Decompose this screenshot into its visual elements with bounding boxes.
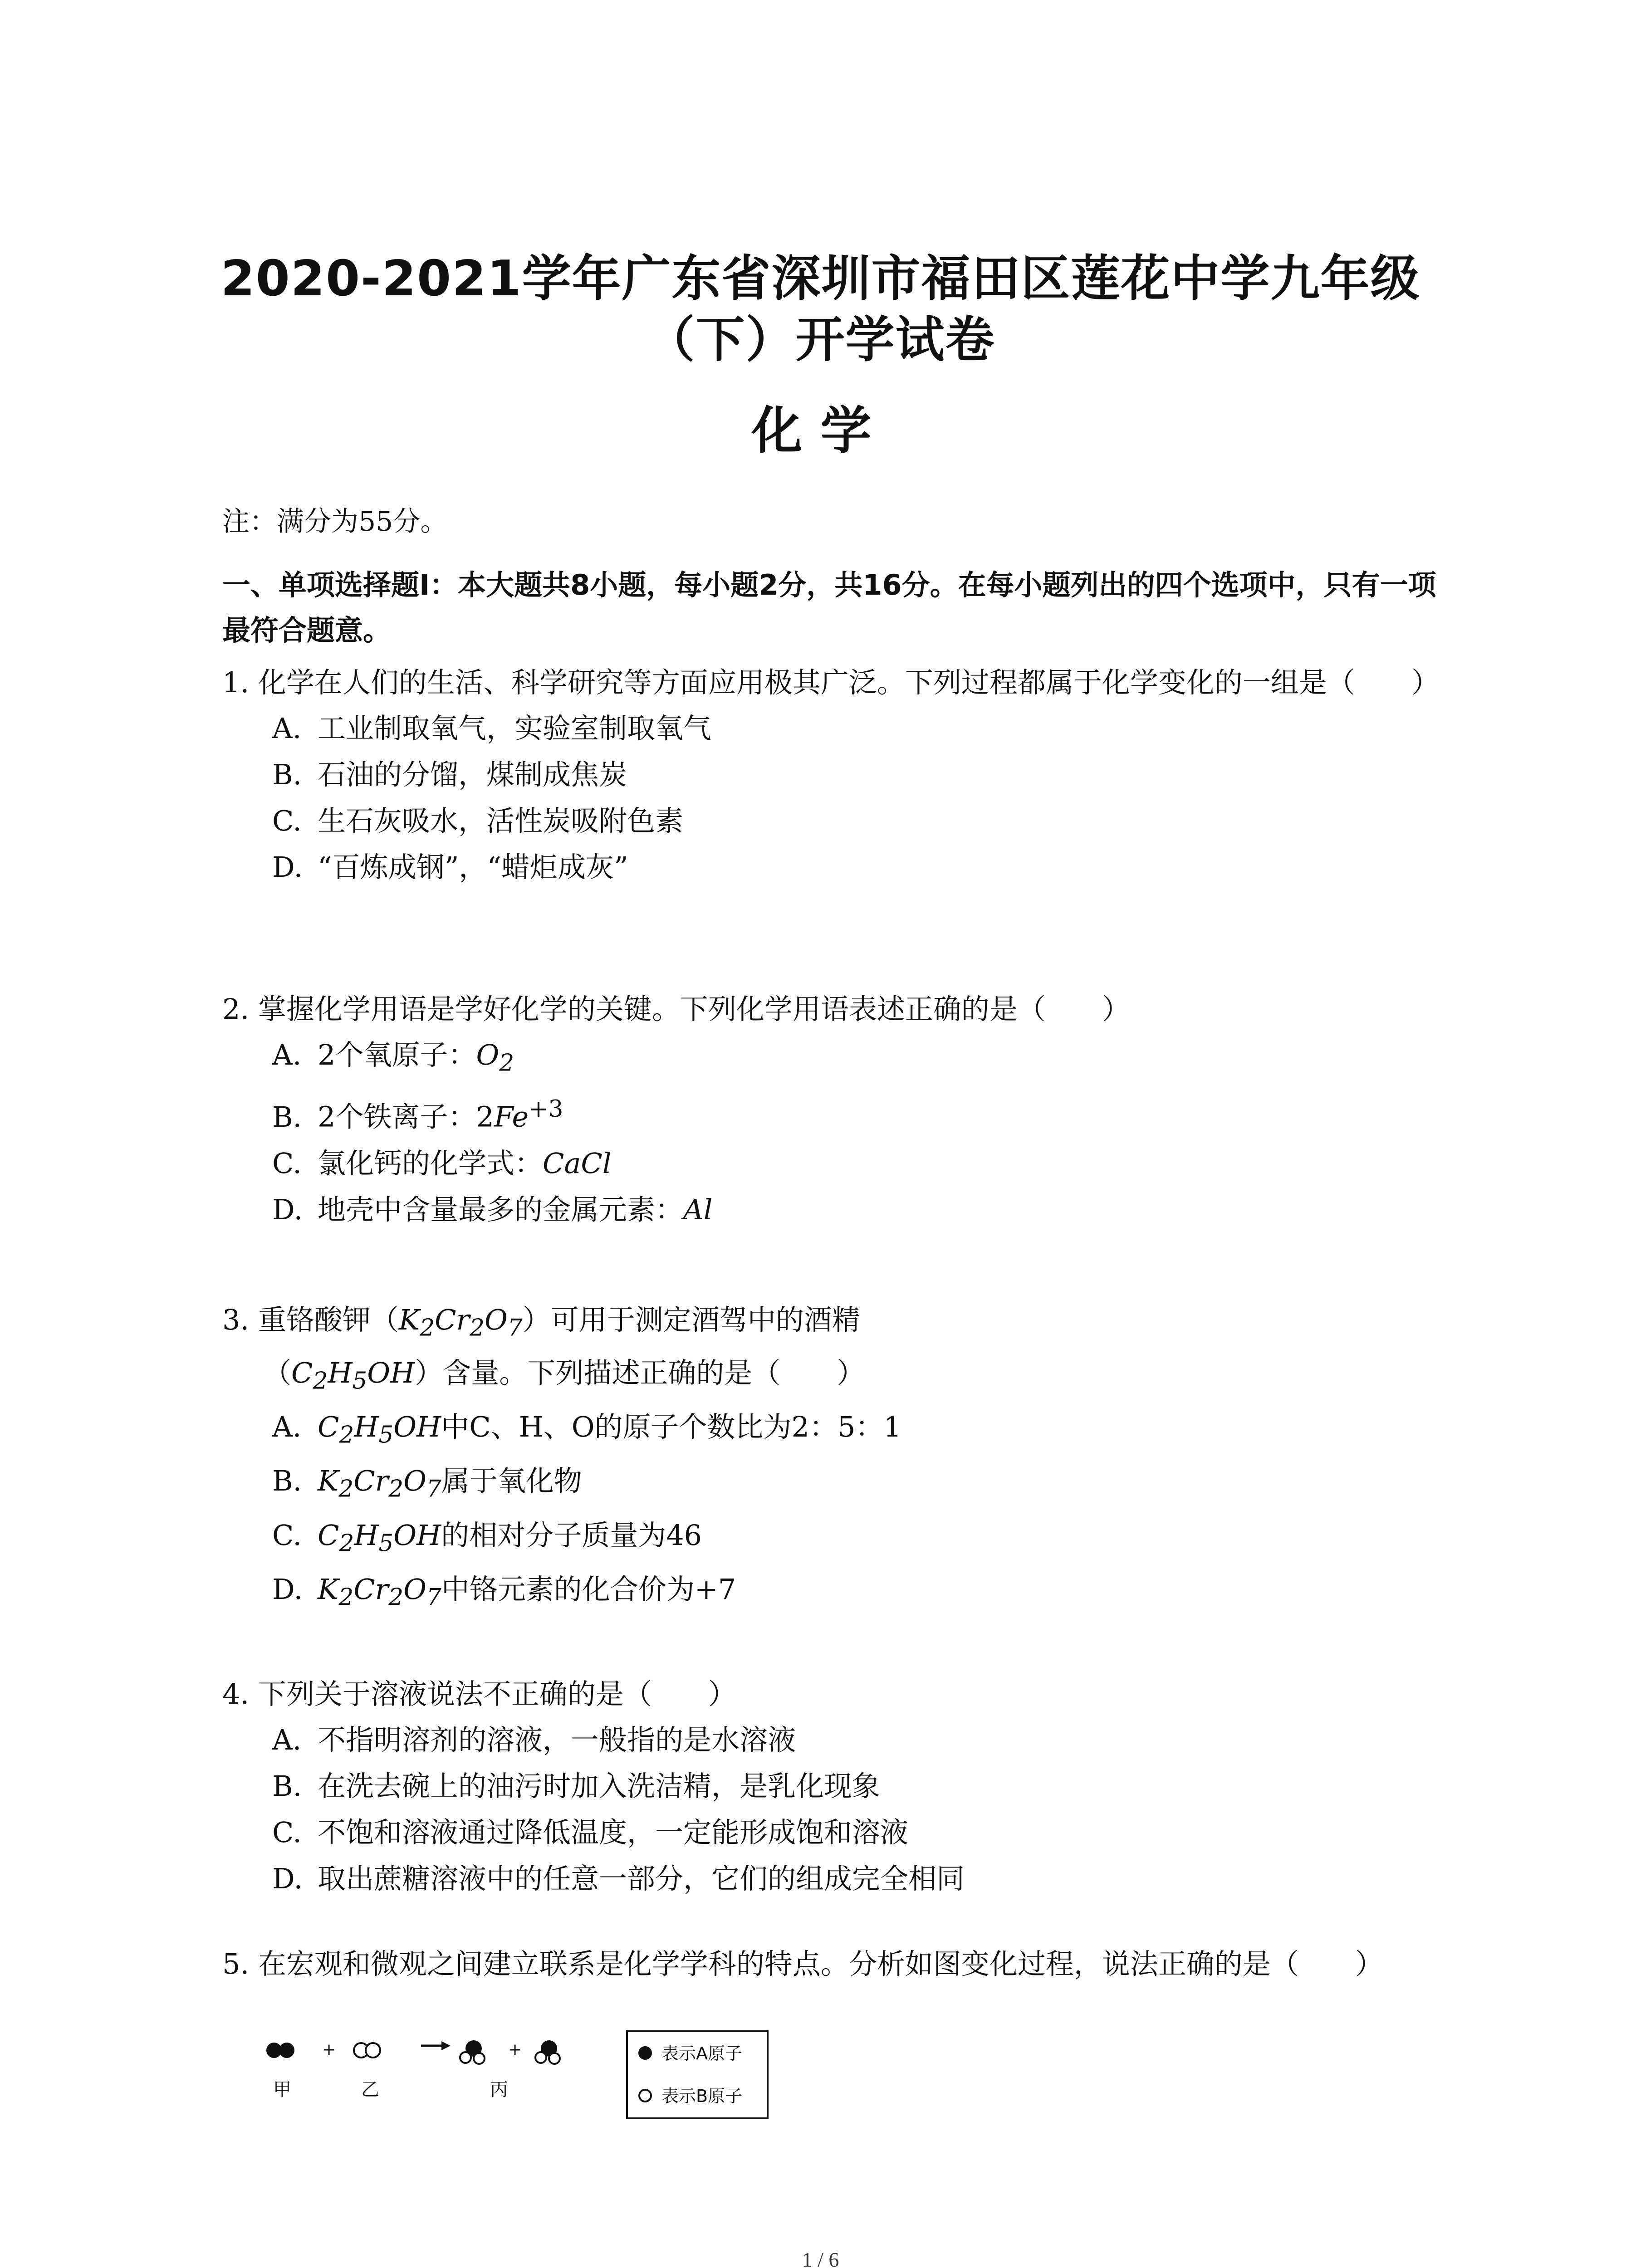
molecule-bing-1 (460, 2040, 485, 2064)
option-text: 地壳中含量最多的金属元素： (318, 1193, 684, 1227)
option-text: 不指明溶剂的溶液，一般指的是水溶液 (318, 1723, 796, 1756)
question-1-stem: 1. 化学在人们的生活、科学研究等方面应用极其广泛。下列过程都属于化学变化的一组是（ ） (222, 666, 1440, 699)
question-3-option-a[interactable] (222, 1404, 1452, 1458)
option-label: C. (272, 1147, 302, 1180)
formula-superscript: +3 (529, 1095, 563, 1123)
question-3-option-b[interactable] (222, 1458, 1452, 1512)
question-4-option-d[interactable] (222, 1856, 1452, 1902)
question-4-option-a[interactable] (222, 1717, 1452, 1763)
formula-c2h5oh: $C_2H_5OH$ (318, 1410, 441, 1449)
option-text: 中C、H、O的原子个数比为2：5：1 (441, 1410, 901, 1443)
formula-k2cr2o7: $K_2Cr_2O_7$ (318, 1464, 441, 1503)
option-label: B. (272, 1464, 302, 1498)
question-2 (222, 987, 1452, 1233)
exam-title-line-2: （下）开学试卷 (646, 312, 995, 368)
stem-part: ）可用于测定酒驾中的酒精（ (263, 1303, 860, 1390)
label-bing: 丙 (490, 2079, 508, 2100)
page-number: 1 / 6 (802, 2248, 839, 2268)
option-label: B. (272, 758, 302, 791)
option-label: B. (272, 1769, 302, 1803)
stem-part: ）含量。下列描述正确的是（ ） (415, 1356, 865, 1390)
question-1-option-d[interactable] (222, 844, 1452, 890)
option-text: 石油的分馏，煤制成焦炭 (318, 758, 627, 791)
option-label: D. (272, 850, 303, 884)
formula: CaCl (543, 1147, 612, 1180)
formula: Fe (494, 1100, 529, 1134)
option-text: 在洗去碗上的油污时加入洗洁精，是乳化现象 (318, 1769, 881, 1803)
option-text: 生石灰吸水，活性炭吸附色素 (318, 804, 684, 837)
question-1 (222, 660, 1452, 890)
option-label: C. (272, 1518, 302, 1552)
question-1-option-a[interactable] (222, 705, 1452, 752)
plus-sign-1: + (322, 2040, 336, 2059)
formula-c2h5oh: $C_2H_5OH$ (291, 1356, 415, 1395)
section-heading: 一、单项选择题Ⅰ：本大题共8小题，每小题2分，共16分。在每小题列出的四个选项中，只有一项最符合题意。 (222, 568, 1436, 647)
option-text: 中铬元素的化合价为+7 (441, 1572, 736, 1606)
option-label: D. (272, 1862, 303, 1895)
reaction-diagram (254, 2028, 780, 2155)
plus-sign-2: + (508, 2040, 522, 2059)
formula: O (476, 1038, 500, 1071)
question-1-option-c[interactable] (222, 798, 1452, 844)
stem-part: 3. 重铬酸钾（ (222, 1303, 399, 1336)
option-text: “百炼成钢”，“蜡炬成灰” (318, 850, 628, 884)
legend-a-icon (638, 2046, 652, 2060)
question-1-option-b[interactable] (222, 752, 1452, 798)
subject-heading: 化学 (751, 401, 890, 460)
label-jia: 甲 (273, 2079, 291, 2100)
option-label: A. (272, 1723, 302, 1756)
formula-k2cr2o7: $K_2Cr_2O_7$ (398, 1303, 523, 1342)
option-label: C. (272, 804, 302, 837)
question-2-option-c[interactable] (222, 1140, 1452, 1187)
question-5 (222, 1941, 1452, 1987)
option-text: 属于氧化物 (441, 1464, 582, 1498)
option-label: D. (272, 1193, 303, 1227)
question-2-option-a[interactable] (222, 1032, 1452, 1086)
score-note: 注：满分为55分。 (222, 506, 448, 538)
question-3-option-d[interactable] (222, 1566, 1452, 1620)
legend-box (627, 2031, 768, 2118)
formula-k2cr2o7: $K_2Cr_2O_7$ (318, 1572, 441, 1611)
formula-subscript: 2 (499, 1049, 514, 1077)
option-text: 的相对分子质量为46 (441, 1518, 702, 1552)
question-4-option-b[interactable] (222, 1763, 1452, 1809)
exam-title-line-1: 2020-2021学年广东省深圳市福田区莲花中学九年级 (220, 250, 1421, 307)
molecule-jia (266, 2043, 294, 2058)
question-2-option-b[interactable] (222, 1086, 1452, 1140)
option-text: 不饱和溶液通过降低温度，一定能形成饱和溶液 (318, 1816, 909, 1849)
option-text: 2个铁离子： (318, 1100, 476, 1134)
question-3 (222, 1297, 1452, 1620)
option-label: A. (272, 1038, 302, 1071)
question-2-stem: 2. 掌握化学用语是学好化学的关键。下列化学用语表述正确的是（ ） (222, 992, 1130, 1026)
question-2-option-d[interactable] (222, 1187, 1452, 1233)
option-text: 氯化钙的化学式： (318, 1147, 543, 1180)
molecule-bing-2 (535, 2040, 560, 2064)
option-text: 取出蔗糖溶液中的任意一部分，它们的组成完全相同 (318, 1862, 965, 1895)
option-label: D. (272, 1572, 303, 1606)
legend-a-text: 表示A原子 (661, 2043, 742, 2063)
option-label: A. (272, 1410, 302, 1443)
option-label: C. (272, 1816, 302, 1849)
question-3-option-c[interactable] (222, 1512, 1452, 1566)
option-label: A. (272, 712, 302, 745)
question-3-stem (222, 1297, 1452, 1404)
legend-b-text: 表示B原子 (661, 2086, 743, 2106)
option-label: B. (272, 1100, 302, 1134)
question-5-stem: 5. 在宏观和微观之间建立联系是化学学科的特点。分析如图变化过程，说法正确的是（ ） (222, 1947, 1383, 1980)
option-text: 工业制取氧气，实验室制取氧气 (318, 712, 712, 745)
formula: Al (683, 1193, 713, 1227)
label-yi: 乙 (361, 2079, 379, 2100)
formula-c2h5oh: $C_2H_5OH$ (318, 1518, 441, 1557)
molecule-yi (354, 2043, 380, 2058)
formula-coefficient: 2 (476, 1100, 494, 1134)
option-text: 2个氧原子： (318, 1038, 476, 1071)
question-4-option-c[interactable] (222, 1809, 1452, 1856)
reaction-arrow (421, 2041, 451, 2050)
question-4-stem: 4. 下列关于溶液说法不正确的是（ ） (222, 1677, 736, 1711)
question-4 (222, 1672, 1452, 1902)
legend-b-icon (639, 2090, 651, 2102)
